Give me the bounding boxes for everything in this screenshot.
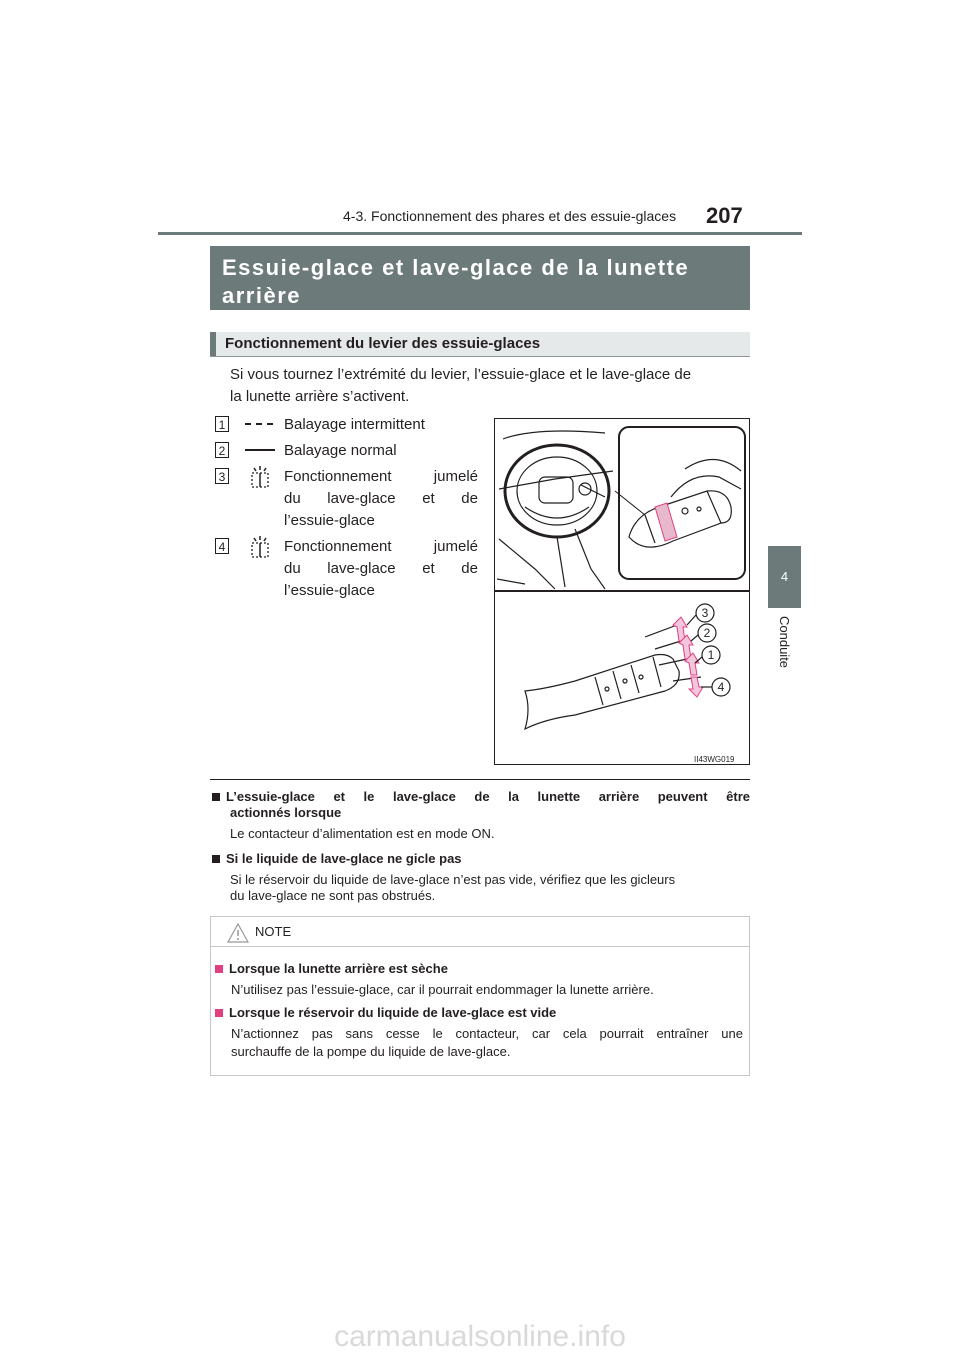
intro-paragraph: [230, 364, 750, 408]
item-3-line-2: du lave-glace et de: [284, 490, 478, 507]
notice-item-1-heading: [215, 961, 448, 976]
item-number-2: 2: [215, 442, 229, 458]
item-1-line-1: Balayage intermittent: [284, 416, 425, 433]
note-1-heading-line-2: actionnés lorsque: [230, 805, 342, 820]
subsection-title: Fonctionnement du levier des essuie-glaces: [225, 335, 541, 352]
item-4-line-2: du lave-glace et de: [284, 560, 478, 577]
callout-4: 4: [717, 680, 725, 694]
item-number-1: 1: [215, 416, 229, 432]
note-2-heading: [212, 851, 750, 867]
subsection-accent: [210, 332, 216, 356]
callout-2: 2: [703, 626, 711, 640]
item-3-line-3: l’essuie-glace: [284, 512, 375, 529]
note-1-body: Le contacteur d’alimentation est en mode ON.: [230, 826, 495, 841]
notice-item-1-body: N’utilisez pas l’essuie-glace, car il pourrait endommager la lunette arrière.: [231, 982, 654, 997]
section-rule: [210, 779, 750, 780]
intro-line-1: Si vous tournez l’extrémité du levier, l’essuie-glace et le lave-glace de: [230, 366, 692, 383]
page-number: 207: [706, 203, 743, 228]
header-rule: [158, 232, 802, 235]
section-title-line-1: Essuie-glace et lave-glace de la lunette: [222, 255, 690, 280]
bullet-square-icon: [212, 855, 220, 863]
item-4-line-1: Fonctionnement jumelé: [284, 538, 478, 555]
item-2-line-1: Balayage normal: [284, 442, 397, 459]
intro-line-2: la lunette arrière s’activent.: [230, 388, 410, 405]
wiper-lever-figure: [494, 418, 750, 765]
notice-label: NOTE: [255, 924, 292, 939]
section-title: [210, 246, 750, 310]
notice-item-2-heading-text: Lorsque le réservoir du liquide de lave-glace est vide: [229, 1005, 557, 1020]
notice-item-2-heading: [215, 1005, 556, 1020]
normal-line-icon: [244, 442, 276, 458]
subsection-bar: [210, 332, 750, 357]
note-2-body-line-1: Si le réservoir du liquide de lave-glace n’est pas vide, vérifiez que les gicleurs: [230, 872, 676, 887]
item-text-3: [284, 466, 478, 532]
notice-item-2-body: [231, 1025, 743, 1061]
item-number-4: 4: [215, 538, 229, 554]
section-title-line-2: arrière: [222, 283, 302, 308]
item-text-2: [284, 440, 478, 462]
wiper-lever-illustration: [495, 419, 749, 764]
notice-item-2-body-line-2: surchauffe de la pompe du liquide de lave-glace.: [231, 1044, 511, 1059]
item-text-4: [284, 536, 478, 602]
notice-item-1-heading-text: Lorsque la lunette arrière est sèche: [229, 961, 448, 976]
note-2-heading-line-1: Si le liquide de lave-glace ne gicle pas: [226, 851, 462, 866]
bullet-square-icon: [215, 965, 223, 973]
figure-code: II43WG019: [694, 755, 735, 764]
note-1-heading: [212, 789, 750, 821]
chapter-tab-label: Conduite: [777, 616, 792, 669]
notice-item-2-body-line-1: N’actionnez pas sans cesse le contacteur, car cela pourrait entraîner une: [231, 1026, 743, 1041]
washer-spray-icon: [249, 534, 271, 560]
chapter-tab: 4: [768, 546, 801, 608]
note-1-heading-line-1: L’essuie-glace et le lave-glace de la lunette arrière peuvent être: [226, 789, 750, 804]
item-4-line-3: l’essuie-glace: [284, 582, 375, 599]
watermark: carmanualsonline.info: [334, 1320, 626, 1353]
item-text-1: [284, 414, 478, 436]
item-number-3: 3: [215, 468, 229, 484]
notice-box: [210, 916, 750, 1076]
bullet-square-icon: [212, 793, 220, 801]
note-2-body: [230, 872, 750, 904]
callout-1: 1: [707, 648, 715, 662]
notice-separator: [211, 946, 749, 947]
chapter-header: 4-3. Fonctionnement des phares et des essuie-glaces: [343, 208, 677, 224]
callout-3: 3: [701, 606, 709, 620]
intermittent-dash-icon: [244, 416, 276, 432]
note-2-body-line-2: du lave-glace ne sont pas obstrués.: [230, 888, 436, 903]
bullet-square-icon: [215, 1009, 223, 1017]
warning-triangle-icon: [227, 923, 249, 943]
washer-spray-icon: [249, 464, 271, 490]
item-3-line-1: Fonctionnement jumelé: [284, 468, 478, 485]
